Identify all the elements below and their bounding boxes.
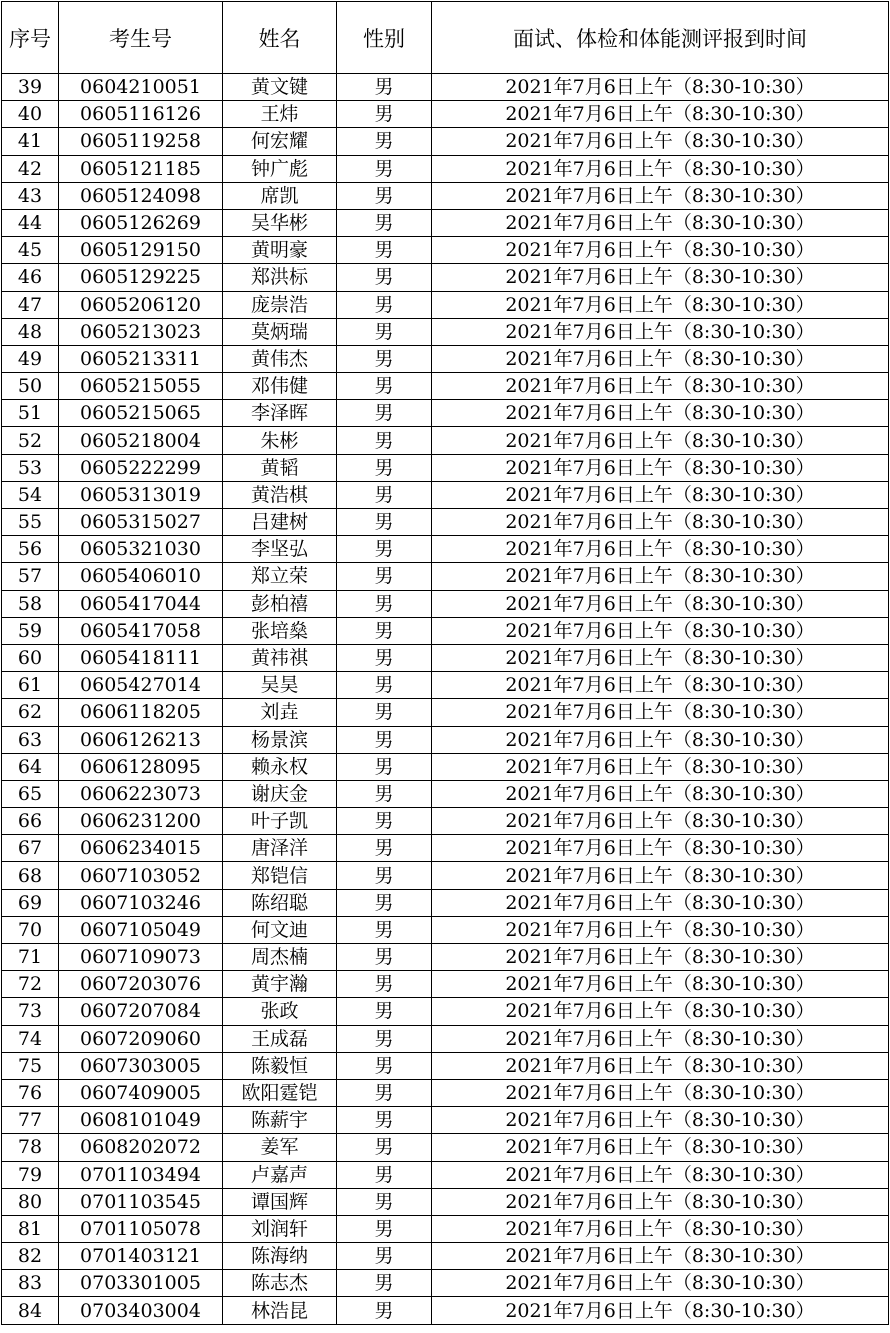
table-row (2, 726, 889, 753)
table-row (2, 1052, 889, 1079)
cell-name: 何文迪 (223, 916, 337, 943)
cell-report-time: 2021年7月6日上午（8:30-10:30） (432, 237, 889, 264)
table-row (2, 916, 889, 943)
cell-gender: 男 (337, 400, 432, 427)
cell-name: 朱彬 (223, 427, 337, 454)
cell-exam-number: 0607103246 (59, 889, 223, 916)
cell-name: 庞崇浩 (223, 291, 337, 318)
cell-gender: 男 (337, 318, 432, 345)
table-row (2, 1079, 889, 1106)
table-row (2, 835, 889, 862)
cell-gender: 男 (337, 427, 432, 454)
table-row (2, 291, 889, 318)
cell-report-time: 2021年7月6日上午（8:30-10:30） (432, 209, 889, 236)
cell-exam-number: 0605313019 (59, 481, 223, 508)
cell-report-time: 2021年7月6日上午（8:30-10:30） (432, 780, 889, 807)
cell-report-time: 2021年7月6日上午（8:30-10:30） (432, 128, 889, 155)
table-row (2, 699, 889, 726)
table-row (2, 780, 889, 807)
cell-report-time: 2021年7月6日上午（8:30-10:30） (432, 1215, 889, 1242)
cell-name: 李坚弘 (223, 536, 337, 563)
table-row (2, 1161, 889, 1188)
cell-gender: 男 (337, 128, 432, 155)
cell-name: 陈薪宇 (223, 1107, 337, 1134)
cell-exam-number: 0701103545 (59, 1188, 223, 1215)
cell-seq: 58 (2, 590, 59, 617)
cell-name: 吕建树 (223, 509, 337, 536)
cell-name: 叶子凯 (223, 808, 337, 835)
cell-gender: 男 (337, 481, 432, 508)
cell-report-time: 2021年7月6日上午（8:30-10:30） (432, 590, 889, 617)
cell-seq: 48 (2, 318, 59, 345)
table-row (2, 209, 889, 236)
cell-report-time: 2021年7月6日上午（8:30-10:30） (432, 345, 889, 372)
cell-report-time: 2021年7月6日上午（8:30-10:30） (432, 808, 889, 835)
cell-exam-number: 0606126213 (59, 726, 223, 753)
cell-exam-number: 0608101049 (59, 1107, 223, 1134)
cell-exam-number: 0605418111 (59, 644, 223, 671)
table-row (2, 454, 889, 481)
cell-report-time: 2021年7月6日上午（8:30-10:30） (432, 1270, 889, 1297)
cell-report-time: 2021年7月6日上午（8:30-10:30） (432, 1297, 889, 1324)
cell-seq: 61 (2, 672, 59, 699)
cell-gender: 男 (337, 1270, 432, 1297)
cell-report-time: 2021年7月6日上午（8:30-10:30） (432, 916, 889, 943)
cell-gender: 男 (337, 808, 432, 835)
table-row (2, 509, 889, 536)
cell-seq: 44 (2, 209, 59, 236)
cell-report-time: 2021年7月6日上午（8:30-10:30） (432, 400, 889, 427)
cell-report-time: 2021年7月6日上午（8:30-10:30） (432, 726, 889, 753)
cell-report-time: 2021年7月6日上午（8:30-10:30） (432, 998, 889, 1025)
cell-report-time: 2021年7月6日上午（8:30-10:30） (432, 155, 889, 182)
table-row (2, 345, 889, 372)
cell-seq: 57 (2, 563, 59, 590)
cell-name: 陈海纳 (223, 1243, 337, 1270)
cell-exam-number: 0607409005 (59, 1079, 223, 1106)
cell-gender: 男 (337, 753, 432, 780)
cell-exam-number: 0607303005 (59, 1052, 223, 1079)
cell-seq: 51 (2, 400, 59, 427)
table-row (2, 264, 889, 291)
table-row (2, 481, 889, 508)
cell-seq: 73 (2, 998, 59, 1025)
cell-seq: 68 (2, 862, 59, 889)
cell-report-time: 2021年7月6日上午（8:30-10:30） (432, 644, 889, 671)
table-row (2, 1215, 889, 1242)
cell-gender: 男 (337, 237, 432, 264)
cell-seq: 79 (2, 1161, 59, 1188)
cell-name: 钟广彪 (223, 155, 337, 182)
cell-name: 张政 (223, 998, 337, 1025)
table-row (2, 672, 889, 699)
cell-report-time: 2021年7月6日上午（8:30-10:30） (432, 1161, 889, 1188)
cell-exam-number: 0607209060 (59, 1025, 223, 1052)
cell-exam-number: 0607103052 (59, 862, 223, 889)
cell-gender: 男 (337, 509, 432, 536)
cell-seq: 64 (2, 753, 59, 780)
cell-report-time: 2021年7月6日上午（8:30-10:30） (432, 835, 889, 862)
cell-name: 谢庆金 (223, 780, 337, 807)
cell-report-time: 2021年7月6日上午（8:30-10:30） (432, 101, 889, 128)
table-row (2, 1025, 889, 1052)
cell-report-time: 2021年7月6日上午（8:30-10:30） (432, 536, 889, 563)
cell-name: 赖永权 (223, 753, 337, 780)
cell-exam-number: 0605222299 (59, 454, 223, 481)
cell-report-time: 2021年7月6日上午（8:30-10:30） (432, 1079, 889, 1106)
table-row (2, 590, 889, 617)
cell-gender: 男 (337, 944, 432, 971)
cell-exam-number: 0605121185 (59, 155, 223, 182)
cell-report-time: 2021年7月6日上午（8:30-10:30） (432, 1188, 889, 1215)
table-row (2, 101, 889, 128)
cell-gender: 男 (337, 209, 432, 236)
table-row (2, 1188, 889, 1215)
cell-seq: 75 (2, 1052, 59, 1079)
header-gender: 性别 (337, 2, 432, 74)
cell-seq: 71 (2, 944, 59, 971)
cell-exam-number: 0703301005 (59, 1270, 223, 1297)
cell-report-time: 2021年7月6日上午（8:30-10:30） (432, 889, 889, 916)
cell-gender: 男 (337, 291, 432, 318)
cell-report-time: 2021年7月6日上午（8:30-10:30） (432, 971, 889, 998)
cell-seq: 66 (2, 808, 59, 835)
cell-name: 卢嘉声 (223, 1161, 337, 1188)
table-row (2, 128, 889, 155)
cell-gender: 男 (337, 1025, 432, 1052)
cell-exam-number: 0605321030 (59, 536, 223, 563)
header-name: 姓名 (223, 2, 337, 74)
header-exam-number: 考生号 (59, 2, 223, 74)
table-row (2, 536, 889, 563)
cell-gender: 男 (337, 1161, 432, 1188)
cell-gender: 男 (337, 617, 432, 644)
table-row (2, 373, 889, 400)
cell-name: 黄明豪 (223, 237, 337, 264)
cell-name: 黄浩棋 (223, 481, 337, 508)
table-row (2, 644, 889, 671)
cell-seq: 43 (2, 182, 59, 209)
cell-exam-number: 0606223073 (59, 780, 223, 807)
table-row (2, 1107, 889, 1134)
table-row (2, 753, 889, 780)
cell-exam-number: 0605126269 (59, 209, 223, 236)
cell-seq: 56 (2, 536, 59, 563)
cell-gender: 男 (337, 971, 432, 998)
table-row (2, 427, 889, 454)
cell-gender: 男 (337, 644, 432, 671)
cell-name: 周杰楠 (223, 944, 337, 971)
table-row (2, 1243, 889, 1270)
cell-name: 林浩昆 (223, 1297, 337, 1324)
cell-name: 郑铠信 (223, 862, 337, 889)
cell-seq: 72 (2, 971, 59, 998)
cell-report-time: 2021年7月6日上午（8:30-10:30） (432, 1025, 889, 1052)
cell-report-time: 2021年7月6日上午（8:30-10:30） (432, 264, 889, 291)
table-row (2, 889, 889, 916)
cell-exam-number: 0605129150 (59, 237, 223, 264)
cell-exam-number: 0605215065 (59, 400, 223, 427)
cell-exam-number: 0605315027 (59, 509, 223, 536)
cell-exam-number: 0605213311 (59, 345, 223, 372)
cell-gender: 男 (337, 726, 432, 753)
cell-exam-number: 0605206120 (59, 291, 223, 318)
cell-seq: 50 (2, 373, 59, 400)
cell-exam-number: 0605215055 (59, 373, 223, 400)
cell-name: 黄伟杰 (223, 345, 337, 372)
table-row (2, 971, 889, 998)
candidate-table (1, 1, 889, 1325)
cell-gender: 男 (337, 101, 432, 128)
cell-seq: 69 (2, 889, 59, 916)
cell-name: 郑立荣 (223, 563, 337, 590)
cell-seq: 65 (2, 780, 59, 807)
cell-report-time: 2021年7月6日上午（8:30-10:30） (432, 944, 889, 971)
cell-name: 郑洪标 (223, 264, 337, 291)
cell-report-time: 2021年7月6日上午（8:30-10:30） (432, 373, 889, 400)
cell-exam-number: 0605417044 (59, 590, 223, 617)
cell-gender: 男 (337, 1134, 432, 1161)
cell-seq: 77 (2, 1107, 59, 1134)
cell-exam-number: 0605218004 (59, 427, 223, 454)
header-seq: 序号 (2, 2, 59, 74)
cell-name: 陈绍聪 (223, 889, 337, 916)
cell-gender: 男 (337, 672, 432, 699)
cell-seq: 81 (2, 1215, 59, 1242)
cell-gender: 男 (337, 155, 432, 182)
cell-gender: 男 (337, 862, 432, 889)
table-row (2, 182, 889, 209)
table-row (2, 74, 889, 101)
cell-seq: 59 (2, 617, 59, 644)
cell-seq: 82 (2, 1243, 59, 1270)
cell-report-time: 2021年7月6日上午（8:30-10:30） (432, 1052, 889, 1079)
cell-report-time: 2021年7月6日上午（8:30-10:30） (432, 481, 889, 508)
cell-name: 张培燊 (223, 617, 337, 644)
table-row (2, 237, 889, 264)
cell-gender: 男 (337, 373, 432, 400)
cell-seq: 53 (2, 454, 59, 481)
cell-report-time: 2021年7月6日上午（8:30-10:30） (432, 563, 889, 590)
cell-name: 何宏耀 (223, 128, 337, 155)
cell-name: 谭国辉 (223, 1188, 337, 1215)
table-row (2, 1134, 889, 1161)
cell-gender: 男 (337, 916, 432, 943)
cell-report-time: 2021年7月6日上午（8:30-10:30） (432, 182, 889, 209)
cell-report-time: 2021年7月6日上午（8:30-10:30） (432, 862, 889, 889)
cell-exam-number: 0605427014 (59, 672, 223, 699)
cell-exam-number: 0605406010 (59, 563, 223, 590)
cell-seq: 42 (2, 155, 59, 182)
cell-exam-number: 0703403004 (59, 1297, 223, 1324)
cell-report-time: 2021年7月6日上午（8:30-10:30） (432, 1107, 889, 1134)
cell-seq: 46 (2, 264, 59, 291)
cell-seq: 47 (2, 291, 59, 318)
cell-gender: 男 (337, 998, 432, 1025)
cell-seq: 70 (2, 916, 59, 943)
cell-exam-number: 0605116126 (59, 101, 223, 128)
cell-seq: 39 (2, 74, 59, 101)
cell-name: 杨景滨 (223, 726, 337, 753)
cell-gender: 男 (337, 1243, 432, 1270)
cell-seq: 74 (2, 1025, 59, 1052)
cell-name: 李泽晖 (223, 400, 337, 427)
cell-seq: 54 (2, 481, 59, 508)
cell-gender: 男 (337, 590, 432, 617)
cell-report-time: 2021年7月6日上午（8:30-10:30） (432, 753, 889, 780)
cell-name: 吴华彬 (223, 209, 337, 236)
cell-gender: 男 (337, 345, 432, 372)
cell-seq: 67 (2, 835, 59, 862)
cell-gender: 男 (337, 1215, 432, 1242)
cell-gender: 男 (337, 1107, 432, 1134)
cell-report-time: 2021年7月6日上午（8:30-10:30） (432, 291, 889, 318)
cell-name: 唐泽洋 (223, 835, 337, 862)
cell-seq: 78 (2, 1134, 59, 1161)
cell-exam-number: 0605417058 (59, 617, 223, 644)
cell-exam-number: 0606234015 (59, 835, 223, 862)
cell-exam-number: 0701403121 (59, 1243, 223, 1270)
cell-report-time: 2021年7月6日上午（8:30-10:30） (432, 672, 889, 699)
cell-name: 陈毅恒 (223, 1052, 337, 1079)
cell-seq: 84 (2, 1297, 59, 1324)
cell-seq: 45 (2, 237, 59, 264)
cell-gender: 男 (337, 1188, 432, 1215)
cell-report-time: 2021年7月6日上午（8:30-10:30） (432, 509, 889, 536)
cell-gender: 男 (337, 889, 432, 916)
cell-report-time: 2021年7月6日上午（8:30-10:30） (432, 427, 889, 454)
cell-exam-number: 0605119258 (59, 128, 223, 155)
table-row (2, 862, 889, 889)
cell-name: 黄宇瀚 (223, 971, 337, 998)
cell-seq: 40 (2, 101, 59, 128)
cell-report-time: 2021年7月6日上午（8:30-10:30） (432, 699, 889, 726)
cell-name: 王炜 (223, 101, 337, 128)
cell-gender: 男 (337, 1079, 432, 1106)
cell-name: 黄祎祺 (223, 644, 337, 671)
table-row (2, 563, 889, 590)
cell-seq: 80 (2, 1188, 59, 1215)
cell-exam-number: 0606118205 (59, 699, 223, 726)
cell-exam-number: 0607207084 (59, 998, 223, 1025)
cell-name: 黄文键 (223, 74, 337, 101)
cell-seq: 49 (2, 345, 59, 372)
cell-name: 席凯 (223, 182, 337, 209)
cell-name: 彭柏禧 (223, 590, 337, 617)
cell-report-time: 2021年7月6日上午（8:30-10:30） (432, 1243, 889, 1270)
cell-seq: 41 (2, 128, 59, 155)
cell-exam-number: 0605124098 (59, 182, 223, 209)
table-row (2, 400, 889, 427)
cell-report-time: 2021年7月6日上午（8:30-10:30） (432, 74, 889, 101)
cell-name: 王成磊 (223, 1025, 337, 1052)
cell-gender: 男 (337, 182, 432, 209)
table-row (2, 155, 889, 182)
cell-exam-number: 0607109073 (59, 944, 223, 971)
cell-exam-number: 0606231200 (59, 808, 223, 835)
cell-exam-number: 0608202072 (59, 1134, 223, 1161)
cell-name: 陈志杰 (223, 1270, 337, 1297)
cell-exam-number: 0701103494 (59, 1161, 223, 1188)
cell-seq: 52 (2, 427, 59, 454)
cell-exam-number: 0604210051 (59, 74, 223, 101)
cell-report-time: 2021年7月6日上午（8:30-10:30） (432, 318, 889, 345)
cell-report-time: 2021年7月6日上午（8:30-10:30） (432, 617, 889, 644)
cell-gender: 男 (337, 835, 432, 862)
table-row (2, 998, 889, 1025)
header-report-time: 面试、体检和体能测评报到时间 (432, 2, 889, 74)
cell-name: 黄韬 (223, 454, 337, 481)
cell-gender: 男 (337, 454, 432, 481)
cell-name: 姜军 (223, 1134, 337, 1161)
table-row (2, 318, 889, 345)
cell-name: 邓伟健 (223, 373, 337, 400)
table-body (2, 74, 889, 1325)
cell-gender: 男 (337, 780, 432, 807)
cell-name: 吴昊 (223, 672, 337, 699)
cell-exam-number: 0607203076 (59, 971, 223, 998)
cell-name: 刘润轩 (223, 1215, 337, 1242)
cell-report-time: 2021年7月6日上午（8:30-10:30） (432, 1134, 889, 1161)
cell-exam-number: 0607105049 (59, 916, 223, 943)
cell-gender: 男 (337, 536, 432, 563)
header-row (2, 2, 889, 74)
cell-name: 刘垚 (223, 699, 337, 726)
cell-exam-number: 0605129225 (59, 264, 223, 291)
cell-name: 莫炳瑞 (223, 318, 337, 345)
cell-seq: 63 (2, 726, 59, 753)
cell-seq: 62 (2, 699, 59, 726)
cell-gender: 男 (337, 1052, 432, 1079)
cell-exam-number: 0701105078 (59, 1215, 223, 1242)
cell-seq: 83 (2, 1270, 59, 1297)
cell-name: 欧阳霆铠 (223, 1079, 337, 1106)
cell-gender: 男 (337, 1297, 432, 1324)
table-row (2, 1270, 889, 1297)
cell-gender: 男 (337, 563, 432, 590)
cell-exam-number: 0605213023 (59, 318, 223, 345)
table-row (2, 1297, 889, 1324)
cell-gender: 男 (337, 699, 432, 726)
table-row (2, 808, 889, 835)
cell-gender: 男 (337, 74, 432, 101)
cell-gender: 男 (337, 264, 432, 291)
cell-seq: 60 (2, 644, 59, 671)
cell-seq: 55 (2, 509, 59, 536)
cell-report-time: 2021年7月6日上午（8:30-10:30） (432, 454, 889, 481)
cell-seq: 76 (2, 1079, 59, 1106)
cell-exam-number: 0606128095 (59, 753, 223, 780)
table-row (2, 944, 889, 971)
table-row (2, 617, 889, 644)
